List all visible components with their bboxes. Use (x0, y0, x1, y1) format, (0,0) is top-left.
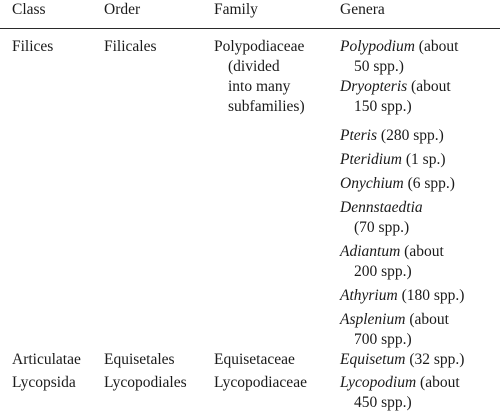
genus-name: Onychium (340, 175, 404, 192)
genus-entry (340, 286, 464, 306)
family-line: subfamilies) (228, 98, 305, 115)
genus-count: (about (416, 374, 460, 391)
genus-count-continued: 50 spp.) (354, 58, 404, 75)
genus-entry (340, 242, 444, 282)
header-divider (0, 28, 500, 29)
genus-entry (340, 150, 445, 170)
genus-count: (about (400, 243, 444, 260)
genus-entry (340, 126, 444, 146)
header-family: Family (214, 1, 258, 18)
genus-name: Dryopteris (340, 78, 408, 95)
header-order: Order (104, 1, 141, 18)
genus-count-continued: 150 spp.) (354, 98, 412, 115)
genus-name: Lycopodium (340, 374, 417, 391)
genus-name: Equisetum (340, 351, 406, 368)
genus-count: (1 sp.) (402, 151, 446, 168)
genus-count-continued: 200 spp.) (354, 263, 412, 280)
genus-count: (280 spp.) (377, 127, 444, 144)
genus-count: (32 spp.) (405, 351, 465, 368)
genus-entry (340, 77, 451, 117)
genus-count: (about (414, 38, 459, 55)
genus-count-continued: 450 spp.) (354, 394, 412, 411)
genus-name: Pteris (340, 127, 378, 144)
order-lycopodiales: Lycopodiales (104, 374, 187, 391)
genus-name: Pteridium (340, 151, 402, 168)
genus-entry (340, 37, 458, 77)
genus-count: (about (407, 78, 451, 95)
genus-entry (340, 174, 455, 194)
genus-entry (340, 373, 460, 413)
genus-count: (about (405, 311, 449, 328)
family-line: into many (228, 78, 291, 95)
family-line: (divided (228, 58, 280, 75)
class-articulatae: Articulatae (12, 351, 81, 368)
genus-name: Asplenium (340, 311, 406, 328)
family-line: Polypodiaceae (214, 38, 305, 55)
order-filicales: Filicales (104, 38, 157, 55)
genus-count: (6 spp.) (403, 175, 455, 192)
order-equisetales: Equisetales (104, 351, 175, 368)
genus-name: Polypodium (340, 38, 415, 55)
header-class: Class (12, 1, 46, 18)
genus-count-continued: 700 spp.) (354, 331, 412, 348)
header-genera: Genera (340, 1, 385, 18)
class-lycopsida: Lycopsida (12, 374, 76, 391)
class-filices: Filices (12, 38, 54, 55)
genus-name: Athyrium (340, 287, 398, 304)
genus-entry (340, 310, 449, 350)
genus-count-continued: (70 spp.) (354, 219, 410, 236)
genus-entry (340, 198, 423, 238)
family-polypodiaceae (214, 37, 305, 117)
genus-name: Dennstaedtia (340, 199, 423, 216)
family-lycopodiaceae: Lycopodiaceae (214, 374, 307, 391)
family-equisetaceae: Equisetaceae (214, 351, 295, 368)
genus-entry (340, 350, 464, 370)
genus-name: Adiantum (340, 243, 401, 260)
genus-count: (180 spp.) (397, 287, 465, 304)
